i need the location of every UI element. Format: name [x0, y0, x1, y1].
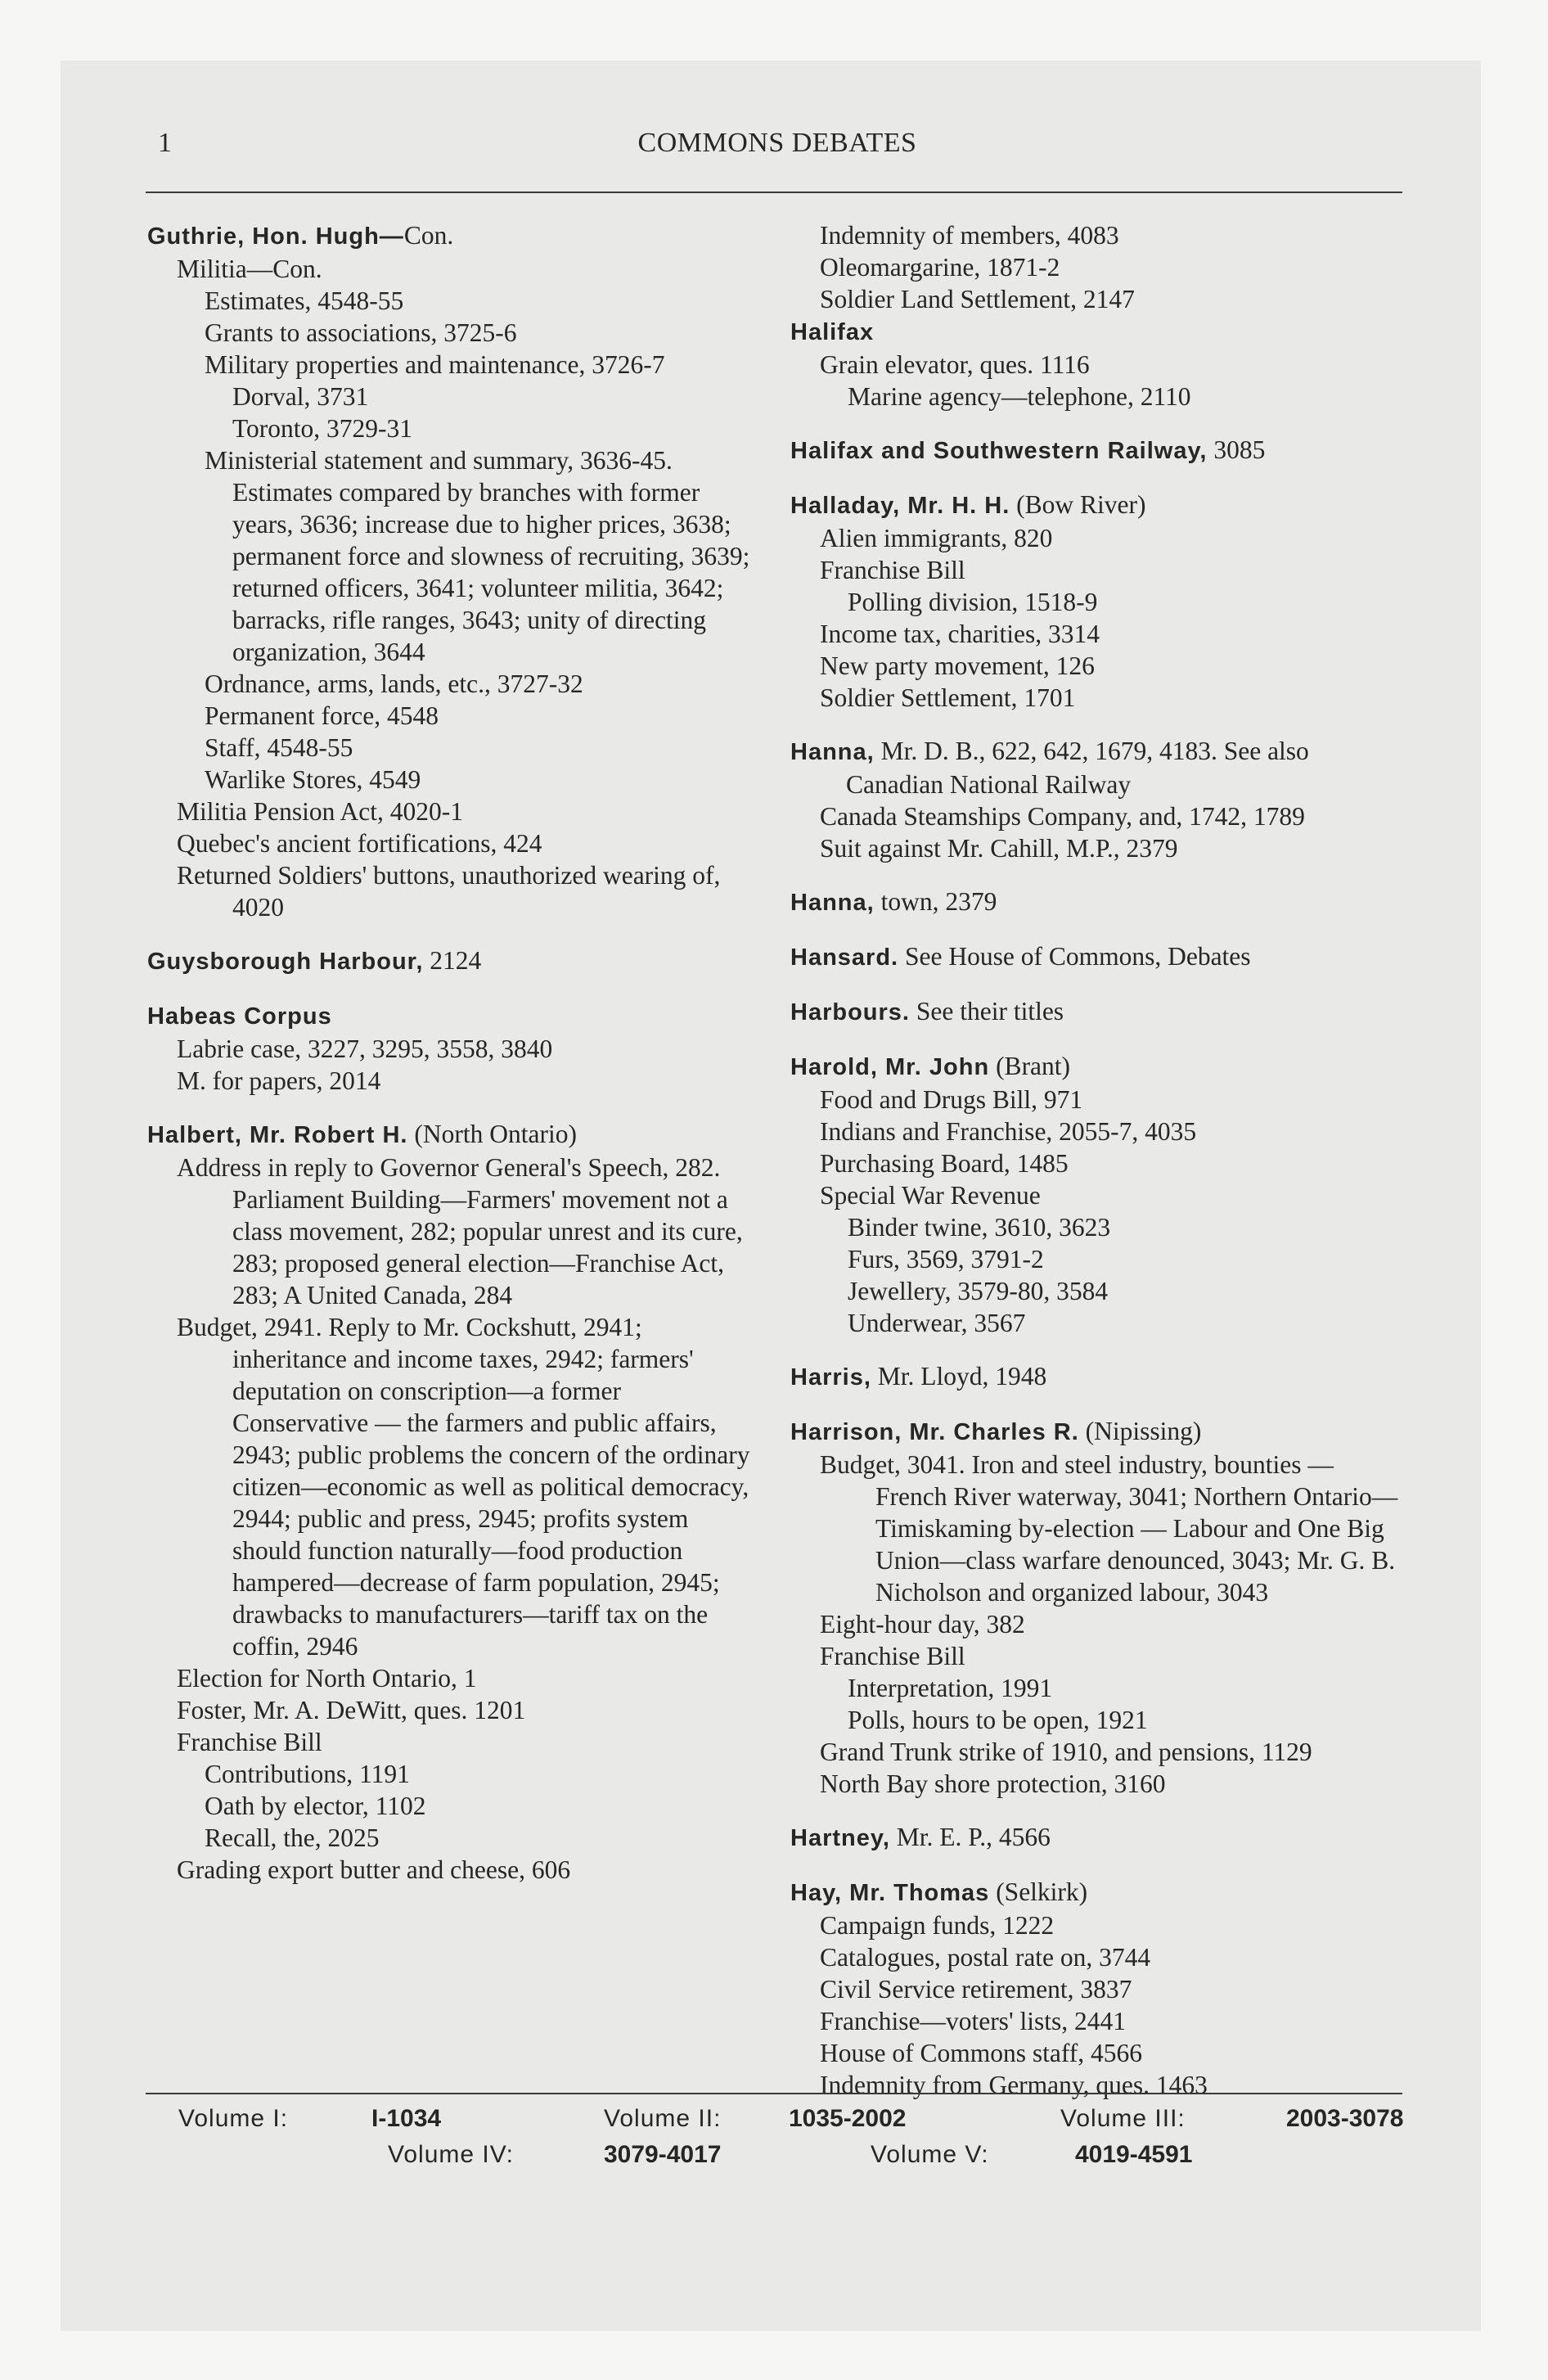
- index-heading-detail: town, 2379: [874, 887, 997, 916]
- index-heading: [790, 735, 1406, 800]
- index-heading: [790, 1415, 1406, 1449]
- index-subentry: Recall, the, 2025: [205, 1823, 380, 1852]
- index-entry: Militia—Con.: [177, 255, 322, 283]
- page-number: 1: [158, 128, 172, 158]
- index-heading-name: Harbours.: [790, 999, 910, 1025]
- volume-footer: [146, 2100, 1402, 2182]
- index-heading-detail: 2124: [423, 946, 482, 975]
- index-heading-detail: (North Ontario): [407, 1120, 577, 1148]
- index-heading: [790, 1821, 1406, 1855]
- index-subentry: Interpretation, 1991: [848, 1674, 1053, 1702]
- index-entry: Catalogues, postal rate on, 3744: [820, 1943, 1151, 1972]
- volume-4-label: Volume IV:: [388, 2141, 514, 2168]
- index-entry: Eight-hour day, 382: [820, 1610, 1025, 1639]
- index-heading-name: Halifax: [790, 319, 875, 345]
- index-entry: Soldier Land Settlement, 2147: [820, 285, 1135, 313]
- index-entry: Alien immigrants, 820: [820, 524, 1053, 552]
- index-heading-name: Habeas Corpus: [147, 1003, 332, 1030]
- index-heading-detail: Mr. Lloyd, 1948: [871, 1362, 1047, 1391]
- index-entry: Militia Pension Act, 4020-1: [177, 797, 463, 826]
- page-header: [151, 123, 1403, 167]
- volume-4-range: 3079-4017: [604, 2141, 722, 2168]
- index-heading: [790, 940, 1406, 974]
- index-subentry: Military properties and maintenance, 3726-7: [205, 350, 665, 379]
- index-entry: Foster, Mr. A. DeWitt, ques. 1201: [177, 1696, 526, 1724]
- index-heading: [790, 1050, 1406, 1084]
- index-entry: Franchise—voters' lists, 2441: [820, 2007, 1127, 2035]
- index-heading: [147, 999, 763, 1033]
- volume-5-label: Volume V:: [871, 2141, 989, 2168]
- index-entry: Franchise Bill: [820, 1642, 965, 1670]
- index-heading-detail: Mr. E. P., 4566: [889, 1823, 1051, 1851]
- index-entry: Address in reply to Governor General's Speech, 282. Parliament Building—Farmers' movement not a class movement, 282; popular unrest and its cure, 283; proposed general election—Franchise Act, 283; A United Canada, 284: [177, 1153, 743, 1309]
- index-entry: Campaign funds, 1222: [820, 1911, 1055, 1940]
- volume-1-range: I-1034: [371, 2105, 442, 2132]
- index-heading-name: Harrison, Mr. Charles R.: [790, 1419, 1079, 1445]
- index-entry: M. for papers, 2014: [177, 1066, 381, 1095]
- index-entry: North Bay shore protection, 3160: [820, 1769, 1166, 1798]
- header-rule: [146, 192, 1402, 193]
- index-heading-detail: (Nipissing): [1078, 1417, 1202, 1445]
- index-heading-detail: 3085: [1207, 435, 1266, 464]
- running-title: COMMONS DEBATES: [637, 128, 917, 158]
- index-heading-detail: (Selkirk): [989, 1877, 1088, 1906]
- index-subentry: Polls, hours to be open, 1921: [848, 1706, 1148, 1734]
- index-entry: New party movement, 126: [820, 651, 1095, 680]
- index-subentry: Binder twine, 3610, 3623: [848, 1213, 1111, 1242]
- index-entry: Indians and Franchise, 2055-7, 4035: [820, 1117, 1197, 1146]
- volume-5-range: 4019-4591: [1075, 2141, 1193, 2168]
- index-entry: Franchise Bill: [177, 1728, 322, 1756]
- index-heading: [147, 1118, 763, 1152]
- index-subentry: Grants to associations, 3725-6: [205, 318, 517, 347]
- index-heading-name: Harold, Mr. John: [790, 1054, 990, 1080]
- index-entry: Budget, 3041. Iron and steel industry, bounties — French River waterway, 3041; Northern Ontario—Timiskaming by-election — Labour and One Big Union—class warfare denounced, 3043; Mr. G. B. Nicholson and organized labour, 3043: [820, 1450, 1398, 1607]
- index-heading: [790, 886, 1406, 919]
- index-entry: Indemnity from Germany, ques. 1463: [820, 2071, 1208, 2099]
- index-subentry: Contributions, 1191: [205, 1760, 410, 1788]
- volume-3-label: Volume III:: [1060, 2105, 1186, 2132]
- index-entry: Grain elevator, ques. 1116: [820, 350, 1090, 379]
- index-subentry: Estimates, 4548-55: [205, 286, 404, 315]
- index-heading-name: Harris,: [790, 1364, 871, 1391]
- index-entry: Soldier Settlement, 1701: [820, 683, 1076, 712]
- index-heading-name: Hanna,: [790, 739, 875, 765]
- index-heading-name: Halbert, Mr. Robert H.: [147, 1122, 408, 1148]
- volume-1-label: Volume I:: [178, 2105, 289, 2132]
- index-subentry: Dorval, 3731: [232, 382, 369, 411]
- index-heading-detail: See their titles: [909, 997, 1064, 1025]
- index-subentry: Ordnance, arms, lands, etc., 3727-32: [205, 669, 583, 698]
- index-subentry: Jewellery, 3579-80, 3584: [848, 1277, 1109, 1305]
- index-subentry: Ministerial statement and summary, 3636-45. Estimates compared by branches with former years, 3636; increase due to higher prices, 3638; permanent force and slowness of recruiting, 3639; returned officers, 3641; volunteer militia, 3642; barracks, rifle ranges, 3643; unity of directing organization, 3644: [205, 446, 750, 666]
- footer-rule: [146, 2093, 1402, 2094]
- index-heading: [147, 219, 763, 253]
- index-heading: [790, 995, 1406, 1029]
- index-heading: [790, 315, 1406, 349]
- index-subentry: Permanent force, 4548: [205, 701, 439, 730]
- index-subentry: Furs, 3569, 3791-2: [848, 1245, 1044, 1273]
- index-heading: [147, 944, 763, 978]
- index-column-right: [790, 219, 1406, 2101]
- index-entry: Suit against Mr. Cahill, M.P., 2379: [820, 834, 1178, 863]
- index-heading-name: Guysborough Harbour,: [147, 949, 424, 975]
- volume-3-range: 2003-3078: [1286, 2105, 1404, 2132]
- index-subentry: Toronto, 3729-31: [232, 414, 413, 443]
- index-entry: Grading export butter and cheese, 606: [177, 1855, 571, 1884]
- index-heading: [790, 1876, 1406, 1909]
- index-entry: Budget, 2941. Reply to Mr. Cockshutt, 2941; inheritance and income taxes, 2942; farmers' deputation on conscription—a former Conservative — the farmers and public affairs, 2943; public problems the concern of the ordinary citizen—economic as well as political democracy, 2944; public and press, 2945; profits system should function naturally—food production hampered—decrease of farm population, 2945; drawbacks to manufacturers—tariff tax on the coffin, 2946: [177, 1313, 750, 1661]
- index-subentry: Oath by elector, 1102: [205, 1792, 426, 1820]
- index-heading: [790, 1360, 1406, 1394]
- index-column-left: [147, 219, 763, 1886]
- index-entry: Canada Steamships Company, and, 1742, 1789: [820, 802, 1305, 831]
- index-subentry: Polling division, 1518-9: [848, 588, 1098, 616]
- volume-2-label: Volume II:: [604, 2105, 722, 2132]
- index-entry: Special War Revenue: [820, 1181, 1041, 1210]
- index-heading-detail: Con.: [403, 221, 454, 250]
- index-subentry: Marine agency—telephone, 2110: [848, 382, 1191, 411]
- index-entry: Civil Service retirement, 3837: [820, 1975, 1132, 2004]
- index-entry: Quebec's ancient fortifications, 424: [177, 829, 542, 858]
- index-entry: Grand Trunk strike of 1910, and pensions, 1129: [820, 1738, 1312, 1766]
- index-heading-name: Hay, Mr. Thomas: [790, 1880, 990, 1906]
- index-heading-detail: Mr. D. B., 622, 642, 1679, 4183. See also Canadian National Railway: [846, 737, 1309, 799]
- index-heading-detail: (Bow River): [1010, 490, 1146, 519]
- index-heading-name: Guthrie, Hon. Hugh—: [147, 223, 404, 250]
- index-subentry: Warlike Stores, 4549: [205, 765, 421, 794]
- index-entry: Income tax, charities, 3314: [820, 620, 1100, 648]
- index-entry: Purchasing Board, 1485: [820, 1149, 1069, 1178]
- index-heading: [790, 434, 1406, 467]
- index-entry: Election for North Ontario, 1: [177, 1664, 477, 1693]
- index-subentry: Underwear, 3567: [848, 1309, 1026, 1337]
- index-entry: House of Commons staff, 4566: [820, 2039, 1143, 2067]
- index-heading-name: Hansard.: [790, 944, 899, 971]
- index-entry: Oleomargarine, 1871-2: [820, 253, 1060, 282]
- index-heading-detail: See House of Commons, Debates: [898, 942, 1251, 971]
- index-heading-detail: (Brant): [989, 1052, 1071, 1080]
- index-heading-name: Hanna,: [790, 890, 875, 916]
- index-heading-name: Hartney,: [790, 1825, 890, 1851]
- index-heading-name: Halifax and Southwestern Railway,: [790, 438, 1208, 464]
- index-entry: Returned Soldiers' buttons, unauthorized wearing of, 4020: [177, 861, 721, 922]
- volume-2-range: 1035-2002: [789, 2105, 907, 2132]
- index-entry: Labrie case, 3227, 3295, 3558, 3840: [177, 1034, 553, 1063]
- index-heading: [790, 489, 1406, 522]
- index-entry: Food and Drugs Bill, 971: [820, 1085, 1083, 1114]
- index-entry: Franchise Bill: [820, 556, 965, 584]
- index-heading-name: Halladay, Mr. H. H.: [790, 493, 1010, 519]
- index-subentry: Staff, 4548-55: [205, 733, 353, 762]
- index-entry: Indemnity of members, 4083: [820, 221, 1119, 250]
